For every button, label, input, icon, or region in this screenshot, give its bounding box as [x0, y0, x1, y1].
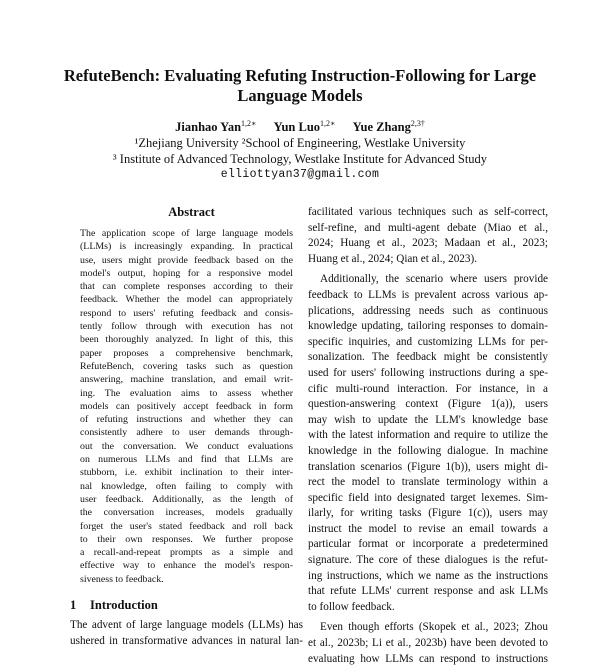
text-line: RefuteBench, covering tasks such as question [80, 360, 293, 372]
affiliation-line: ³ Institute of Advanced Technology, Westlake Institute for Advanced Study [112, 152, 488, 167]
text-line: been thoroughly analyzed. In light of this, this [80, 334, 293, 346]
text-line: ing instructions, which we name as the instructions [308, 569, 548, 582]
title-line: RefuteBench: Evaluating Refuting Instruction-Following for Large [63, 66, 537, 85]
text-line: nal knowledge, often failing to comply with [80, 480, 293, 492]
abstract-body [70, 227, 303, 586]
text-line: to follow feedback. [308, 600, 395, 613]
text-line: specific field into designated target lexemes. Sim- [308, 491, 548, 504]
text-line: signature. The core of these dialogues is the refut- [308, 554, 548, 567]
text-line: of refuting instructions and whether they can [80, 414, 293, 426]
text-line: Even though efforts (Skopek et al., 2023; Zhou [320, 621, 548, 634]
text-line: et al., 2023b; Li et al., 2023b) have been devoted to [308, 637, 548, 650]
text-line: ilarly, for writing tasks (Figure 1(c)), users may [308, 507, 548, 520]
text-line: sonalization. The feedback might be consistently [308, 351, 548, 364]
author: Yun Luo$^{1,2∗}$ [273, 119, 336, 135]
affiliation-line: ¹Zhejiang University ²School of Engineering, Westlake University [134, 136, 466, 151]
text-line: facilitated various techniques such as self-correct, [308, 206, 548, 218]
text-line: with the latest information and require to utilize the [308, 429, 548, 442]
author-email: elliottyan37@gmail.com [220, 168, 380, 182]
text-line: respond to users' refuting feedback and consis- [80, 307, 293, 319]
text-line: to their own responses. We further propose [80, 533, 293, 545]
text-line: user feedback. Additionally, as the length of [80, 493, 293, 505]
text-line: Additionally, the scenario where users provide [320, 273, 548, 286]
text-line: feedback to LLMs is prevalent across various ap- [308, 288, 548, 301]
text-line: may wish to update the LLM's knowledge base [308, 413, 548, 426]
text-line: paper proposes a comprehensive benchmark, [80, 347, 293, 359]
text-line: instruct the model to revise an email towards a [308, 522, 548, 535]
text-line: feedback. Whether the model can appropriately [80, 294, 293, 306]
abstract-heading: Abstract [168, 205, 215, 219]
text-line: on numerous LLMs and find that LLMs are [80, 454, 293, 466]
text-line: self-refine, and multi-agent debate (Miao et al., [308, 221, 548, 234]
right-column [308, 205, 548, 672]
text-line: Huang et al., 2024; Qian et al., 2023). [308, 252, 478, 265]
text-line: stubborn, i.e. exhibit inclination to their inter- [80, 467, 293, 479]
text-line: (LLMs) is increasingly expanding. In practical [80, 241, 293, 253]
text-line: 2024; Huang et al., 2023; Madaan et al., 2023; [308, 237, 548, 250]
text-line: specific inquiries, and customizing LLMs for per- [308, 335, 548, 348]
paper-title [0, 66, 600, 106]
text-line: tently follow through with execution has not [80, 321, 293, 333]
text-line: model's output, hoping for a responsive model [80, 267, 293, 279]
body-paragraph [308, 272, 548, 615]
text-line: answering, machine translation, and email writ- [80, 374, 293, 386]
text-line: models can positively accept feedback in form [80, 400, 293, 412]
author: Jianhao Yan$^{1,2∗}$ [175, 119, 257, 135]
author: Yue Zhang$^{2,3\dagger}$ [352, 119, 425, 135]
text-line: that refute LLMs' current response and ask LLMs [308, 585, 548, 598]
author-block [0, 116, 600, 183]
section-heading [70, 598, 303, 612]
text-line: siveness to feedback. [80, 573, 164, 585]
text-line: ing. The evaluation aims to assess whether [80, 387, 293, 399]
text-line: plications, addressing needs such as continuous [308, 304, 548, 317]
author-names [0, 116, 600, 135]
text-line: evaluating how LLMs can respond to instructions [308, 652, 548, 665]
section-number: 1 [70, 598, 77, 613]
intro-paragraph [70, 618, 303, 649]
section-title: Introduction [90, 598, 158, 613]
text-line: out the conversation. We conduct evaluations [80, 440, 293, 452]
text-line: forget the user's stated feedback and roll back [80, 520, 293, 532]
text-line: cific multi-round interaction. For instance, in a [308, 382, 548, 395]
left-column [70, 205, 303, 654]
text-line: knowledge updating, tailoring responses to domain- [308, 320, 548, 333]
text-line: particular format or incorporate a predetermined [308, 538, 548, 551]
text-line: question-answering context (Figure 1(a)), users [308, 398, 548, 411]
text-line: translation scenarios (Figure 1(b)), users might di- [308, 460, 548, 473]
text-line: rect the model to translate terminology within a [308, 476, 548, 489]
text-line: The advent of large language models (LLMs) has [70, 619, 303, 632]
text-line: consistently adhere to user demands through- [80, 427, 293, 439]
body-paragraph [308, 620, 548, 667]
text-line: The application scope of large language models [80, 228, 293, 239]
body-paragraph [308, 205, 548, 267]
title-line: Language Models [237, 86, 363, 105]
text-line: use, users might provide feedback based on the [80, 254, 293, 266]
text-line: ushered in transformative advances in natural lan- [70, 634, 303, 647]
text-line: effective way to enhance the model's respon- [80, 560, 293, 572]
text-line: the conversation increases, models gradually [80, 507, 293, 519]
text-line: that can complete responses according to their [80, 281, 293, 293]
text-line: used for users' following instructions during a spe- [308, 366, 548, 379]
text-line: knowledge in the following dialogue. In machine [308, 444, 548, 457]
text-line: a recall-and-repeat prompts as a simple and [80, 547, 293, 559]
